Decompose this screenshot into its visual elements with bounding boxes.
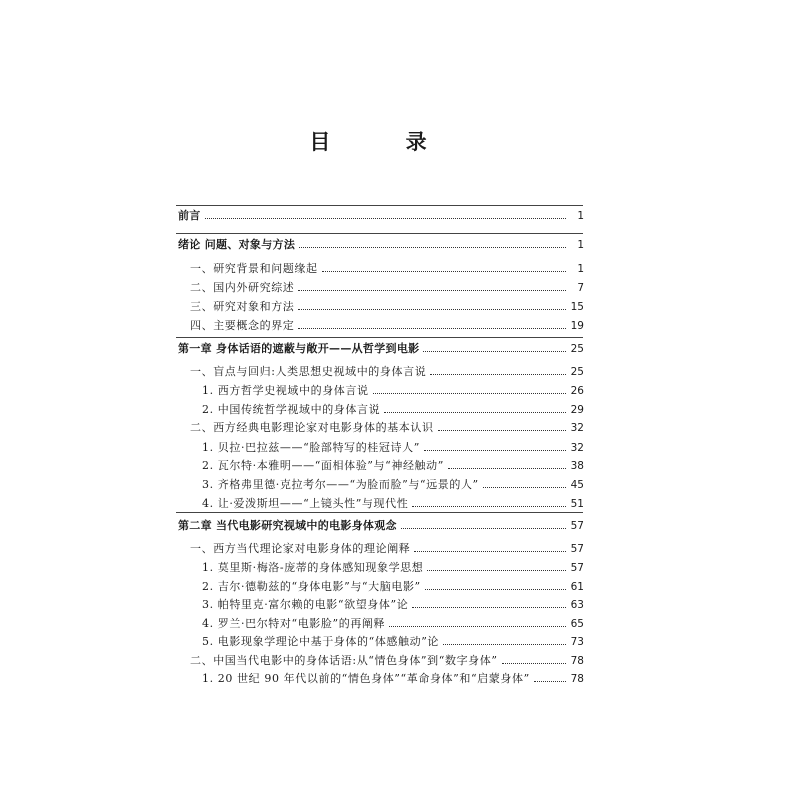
- dot-leader: [414, 540, 566, 558]
- toc-entry-page-number: 1: [577, 239, 584, 251]
- toc-entry-page-number: 32: [570, 422, 584, 434]
- toc-entry: [202, 633, 584, 651]
- dot-leader: [483, 476, 566, 494]
- divider: [176, 337, 583, 338]
- toc-entry: [190, 279, 584, 297]
- toc-entry: [190, 363, 584, 381]
- toc-entry: [190, 540, 584, 558]
- dot-leader: [298, 279, 566, 297]
- toc-entry-page-number: 19: [570, 320, 584, 332]
- divider: [176, 205, 583, 206]
- dot-leader: [384, 401, 566, 419]
- toc-entry-page-number: 57: [570, 543, 584, 555]
- toc-entry-page-number: 78: [570, 673, 584, 685]
- toc-entry-label: 绪论 问题、对象与方法: [178, 238, 296, 251]
- toc-entry: [190, 419, 584, 437]
- toc-entry: [202, 476, 584, 494]
- toc-entry: [190, 652, 584, 670]
- toc-entry-page-number: 15: [570, 301, 584, 313]
- toc-entry-page-number: 25: [570, 343, 584, 355]
- toc-entry: [178, 236, 584, 254]
- dot-leader: [424, 439, 566, 457]
- toc-entry: [202, 382, 584, 400]
- dot-leader: [412, 495, 566, 513]
- toc-entry: [190, 298, 584, 316]
- toc-entry-label: 第二章 当代电影研究视域中的电影身体观念: [178, 519, 397, 532]
- toc-entry-page-number: 57: [570, 520, 584, 532]
- dot-leader: [389, 615, 566, 633]
- dot-leader: [423, 340, 566, 358]
- toc-entry-page-number: 25: [570, 366, 584, 378]
- dot-leader: [298, 298, 566, 316]
- toc-entry: [202, 578, 584, 596]
- toc-entry-label: 三、研究对象和方法: [190, 300, 295, 313]
- toc-entry-label: 二、中国当代电影中的身体话语:从“情色身体”到“数字身体”: [190, 654, 498, 667]
- toc-entry-page-number: 7: [577, 282, 584, 294]
- toc-entry-page-number: 78: [570, 655, 584, 667]
- toc-entry-label: 3. 帕特里克·富尔赖的电影“欲望身体”论: [202, 598, 409, 611]
- toc-entry-label: 一、西方当代理论家对电影身体的理论阐释: [190, 542, 411, 555]
- divider: [176, 233, 583, 234]
- toc-entry-label: 4. 罗兰·巴尔特对“电影脸”的再阐释: [202, 617, 386, 630]
- dot-leader: [502, 652, 566, 670]
- toc-entry: [178, 207, 584, 225]
- toc-entry: [202, 457, 584, 475]
- dot-leader: [205, 207, 566, 225]
- toc-entry: [202, 670, 584, 688]
- toc-entry-label: 2. 吉尔·德勒兹的“身体电影”与“大脑电影”: [202, 580, 421, 593]
- dot-leader: [373, 382, 566, 400]
- dot-leader: [448, 457, 566, 475]
- toc-entry-page-number: 1: [577, 263, 584, 275]
- toc-entry-page-number: 26: [570, 385, 584, 397]
- toc-entry-page-number: 65: [570, 618, 584, 630]
- dot-leader: [322, 260, 566, 278]
- toc-entry-page-number: 29: [570, 404, 584, 416]
- dot-leader: [299, 236, 566, 254]
- toc-entry-page-number: 51: [570, 498, 584, 510]
- toc-entry: [178, 517, 584, 535]
- toc-entry-page-number: 32: [570, 442, 584, 454]
- toc-entry-label: 2. 瓦尔特·本雅明——“面相体验”与“神经触动”: [202, 459, 444, 472]
- toc-entry: [202, 495, 584, 513]
- toc-entry-label: 1. 西方哲学史视域中的身体言说: [202, 384, 369, 397]
- toc-entry-label: 二、西方经典电影理论家对电影身体的基本认识: [190, 421, 434, 434]
- toc-entry: [202, 615, 584, 633]
- toc-entry-label: 4. 让·爱泼斯坦——“上镜头性”与现代性: [202, 497, 409, 510]
- toc-entry: [202, 439, 584, 457]
- toc-entry-label: 3. 齐格弗里德·克拉考尔——“为脸而脸”与“远景的人”: [202, 478, 479, 491]
- dot-leader: [438, 419, 566, 437]
- dot-leader: [412, 596, 566, 614]
- toc-entry-label: 5. 电影现象学理论中基于身体的“体感触动”论: [202, 635, 440, 648]
- dot-leader: [534, 670, 566, 688]
- toc-entry-label: 1. 贝拉·巴拉兹——“脸部特写的桂冠诗人”: [202, 441, 420, 454]
- toc-entry: [202, 401, 584, 419]
- toc-entry-label: 二、国内外研究综述: [190, 281, 295, 294]
- toc-entry-label: 四、主要概念的界定: [190, 319, 295, 332]
- toc-entry-page-number: 1: [577, 210, 584, 222]
- toc-entry: [202, 559, 584, 577]
- toc-entry-page-number: 73: [570, 636, 584, 648]
- toc-entry: [202, 596, 584, 614]
- toc-entry: [190, 260, 584, 278]
- toc-entry-label: 一、研究背景和问题缘起: [190, 262, 318, 275]
- dot-leader: [430, 363, 566, 381]
- dot-leader: [443, 633, 566, 651]
- dot-leader: [401, 517, 566, 535]
- toc-entry: [178, 340, 584, 358]
- toc-entry-label: 前言: [178, 209, 201, 222]
- page-title: 目 录: [309, 130, 461, 154]
- toc-entry-label: 1. 莫里斯·梅洛-庞蒂的身体感知现象学思想: [202, 561, 424, 574]
- toc-entry-page-number: 61: [570, 581, 584, 593]
- toc-entry-page-number: 63: [570, 599, 584, 611]
- toc-entry-label: 一、盲点与回归:人类思想史视域中的身体言说: [190, 365, 427, 378]
- dot-leader: [425, 578, 566, 596]
- toc-entry-page-number: 45: [570, 479, 584, 491]
- dot-leader: [298, 317, 566, 335]
- toc-entry-page-number: 57: [570, 562, 584, 574]
- toc-entry-label: 2. 中国传统哲学视域中的身体言说: [202, 403, 381, 416]
- toc-entry: [190, 317, 584, 335]
- dot-leader: [427, 559, 566, 577]
- toc-entry-page-number: 38: [570, 460, 584, 472]
- toc-entry-label: 第一章 身体话语的遮蔽与敞开——从哲学到电影: [178, 342, 420, 355]
- toc-entry-label: 1. 20 世纪 90 年代以前的“情色身体”“革命身体”和“启蒙身体”: [202, 672, 530, 685]
